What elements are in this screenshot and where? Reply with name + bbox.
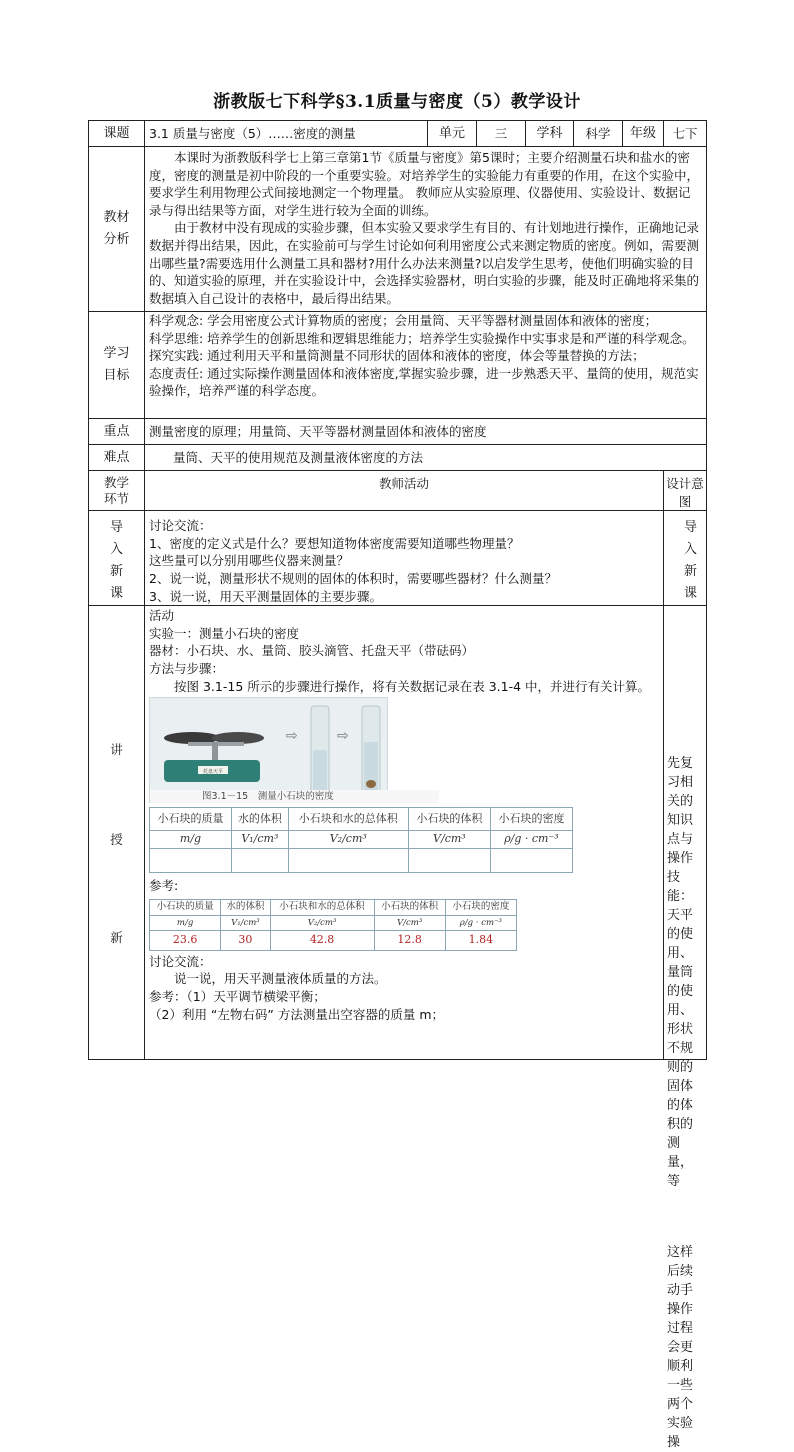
blank-data-table (149, 807, 573, 873)
key-point-row (89, 419, 707, 445)
lecture-row (89, 606, 707, 1060)
intent-note: 这样后续动手操作过程会更顺利一些 (667, 1245, 694, 1394)
lecture-activity: 活动 实验一：测量小石块的密度 器材：小石块、水、量筒、胶头滴管、托盘天平（带砝码） 方法与步骤： 按图 3.1-15 所示的步骤进行操作，将有关数据记录在表 3.1-4 中，并进行有关计算。 托盘天平 ⇨ ⇨ 图3.1－15 测量小石块的密度 小石块的质量 水的体积 小石块和水的总体积 小石块的体积 小石块的密度 m/g V₁/cm³ V₂/cm³ V/cm³ ρ/g · cm⁻³ 参考: 小石块的质量 水的体积 小石块和水的总体积 小石块的体积 小石块的密度 m/g V₁/cm³ V₂/cm³ V/cm³ ρ/g · cm⁻³ 23.6 30 42.8 12.8 1.84 讨论交流： 说一说，用天平测量液体质量的方法。 参考：（1）天平调节横梁平衡； （2）利用 “左物右码” 方法测量出空容器的质量 m； (145, 606, 664, 1060)
analysis-row (89, 147, 707, 312)
figure-caption: 图3.1－15 测量小石块的密度 (150, 790, 439, 803)
intro-row (89, 511, 707, 606)
difficulty-text: 量筒、天平的使用规范及测量液体密度的方法 (145, 445, 707, 471)
analysis-text (145, 147, 707, 312)
arrow-icon: ⇨ (286, 728, 298, 745)
table-unit: V₂/cm³ (270, 915, 374, 930)
table-header: 小石块和水的总体积 (288, 808, 408, 830)
reference-data-table (149, 899, 517, 951)
table-header: 小石块的密度 (445, 899, 516, 915)
reference-step: （2）利用 “左物右码” 方法测量出空容器的质量 m； (149, 1006, 445, 1022)
reference-value: 23.6 (150, 930, 221, 950)
reference-value: 30 (221, 930, 270, 950)
goals-label: 学习 目标 (89, 312, 145, 419)
table-cell (150, 848, 232, 872)
analysis-paragraph: 由于教材中没有现成的实验步骤，但本实验又要求学生有目的、有计划地进行操作，正确地记录数据并得出结果，因此，在实验前可与学生讨论如何利用密度公式来测定物质的密度。例如，需要测出哪些量?需要选用什么测量工具和器材?用什么办法来测量?以启发学生思考，使他们明确实验的目的、知道实验的原理，并在实验设计中，会选择实验器材，明白实验的步骤，能及时正确地将采集的数据填入自己设计的表格中，最后得出结果。 (149, 220, 700, 306)
table-unit: m/g (150, 830, 232, 848)
table-header: 水的体积 (221, 899, 270, 915)
table-unit: ρ/g · cm⁻³ (445, 915, 516, 930)
table-cell (232, 848, 289, 872)
table-unit: m/g (150, 915, 221, 930)
stone-icon (366, 780, 376, 788)
analysis-label: 教材 分析 (89, 147, 145, 312)
table-header: 小石块的密度 (490, 808, 572, 830)
table-cell (490, 848, 572, 872)
key-point-label: 重点 (89, 419, 145, 445)
table-cell (408, 848, 490, 872)
intro-activity: 讨论交流： 1、密度的定义式是什么？要想知道物体密度需要知道哪些物理量？ 这些量可以分别用哪些仪器来测量？ 2、说一说，测量形状不规则的固体的体积时，需要哪些器材？什么测量？ 3、说一说，用天平测量固体的主要步骤。 (145, 511, 664, 606)
lecture-phase: 讲 授 新 (89, 606, 145, 1060)
grade-value: 七下 (664, 121, 707, 147)
goals-text (145, 312, 707, 419)
reference-value: 12.8 (374, 930, 445, 950)
arrow-icon: ⇨ (337, 728, 349, 745)
intent-note: 两个实验操 (667, 1397, 694, 1451)
table-header: 小石块的质量 (150, 899, 221, 915)
table-unit: V/cm³ (374, 915, 445, 930)
balance-label: 托盘天平 (202, 769, 224, 776)
lesson-plan-table (88, 120, 707, 1451)
analysis-paragraph: 本课时为浙教版科学七上第三章第1节《质量与密度》第5课时；主要介绍测量石块和盐水的密度，密度的测量是初中阶段的一个重要实验。对培养学生的实验能力有重要的作用，在这个实验中，要求学生利用物理公式间接地测定一个物理量。 教师应从实验原理、仪器使用、实验设计、数据记录与得出结果等方面，对学生进行较为全面的训练。 (149, 150, 700, 218)
reference-label: 参考: (149, 878, 179, 894)
goal-item: 态度责任: 通过实际操作测量固体和液体密度,掌握实验步骤，进一步熟悉天平、量筒的使用，规范实验操作，培养严谨的科学态度。 (149, 365, 699, 399)
table-header: 水的体积 (232, 808, 289, 830)
intro-intent: 导 入 新 课 (664, 511, 707, 606)
reference-value: 1.84 (445, 930, 516, 950)
table-header: 小石块的质量 (150, 808, 232, 830)
table-cell (288, 848, 408, 872)
table-unit: V₁/cm³ (221, 915, 270, 930)
teacher-column-header: 教师活动 (145, 471, 664, 511)
table-header: 小石块的体积 (374, 899, 445, 915)
topic-value: 3.1 质量与密度（5）……密度的测量 (145, 121, 428, 147)
header-row (89, 121, 707, 147)
table-unit: ρ/g · cm⁻³ (490, 830, 572, 848)
table-unit: V₂/cm³ (288, 830, 408, 848)
table-header: 小石块的体积 (408, 808, 490, 830)
key-point-text: 测量密度的原理；用量筒、天平等器材测量固体和液体的密度 (145, 419, 707, 445)
table-header: 小石块和水的总体积 (270, 899, 374, 915)
lecture-intent (664, 606, 707, 1451)
reference-value: 42.8 (270, 930, 374, 950)
topic-label: 课题 (89, 121, 145, 147)
subject-value: 科学 (574, 121, 623, 147)
reference-step: 参考：（1）天平调节横梁平衡； (149, 988, 326, 1004)
intro-phase: 导 入 新 课 (89, 511, 145, 606)
goal-item: 科学思维: 培养学生的创新思维和逻辑思维能力；培养学生实验操作中实事求是和严谨的科学观念。 (149, 330, 695, 346)
difficulty-label: 难点 (89, 445, 145, 471)
difficulty-row (89, 445, 707, 471)
column-header-row (89, 471, 707, 511)
subject-label: 学科 (526, 121, 574, 147)
grade-label: 年级 (623, 121, 664, 147)
table-unit: V/cm³ (408, 830, 490, 848)
phase-column-header: 教学 环节 (89, 471, 145, 511)
discussion-question: 说一说，用天平测量液体质量的方法。 (174, 971, 387, 987)
goals-row (89, 312, 707, 419)
goal-item: 科学观念: 学会用密度公式计算物质的密度；会用量筒、天平等器材测量固体和液体的密度； (149, 313, 658, 328)
intent-column-header: 设计意图 (664, 471, 707, 511)
goal-item: 探究实践: 通过利用天平和量筒测量不同形状的固体和液体的密度，体会等量替换的方法； (149, 348, 645, 364)
balance-and-cylinder-illustration (150, 698, 387, 802)
experiment-figure (149, 697, 388, 803)
intent-note: 先复习相关的知识点与操作技能：天平的使用、量筒的使用、形状不规则的固体的体积的测量，等 (667, 756, 694, 1190)
unit-label: 单元 (428, 121, 477, 147)
discussion-label: 讨论交流： (149, 953, 212, 969)
unit-value: 三 (477, 121, 526, 147)
document-title: 浙教版七下科学§3.1质量与密度（5）教学设计 (213, 92, 581, 112)
table-unit: V₁/cm³ (232, 830, 289, 848)
